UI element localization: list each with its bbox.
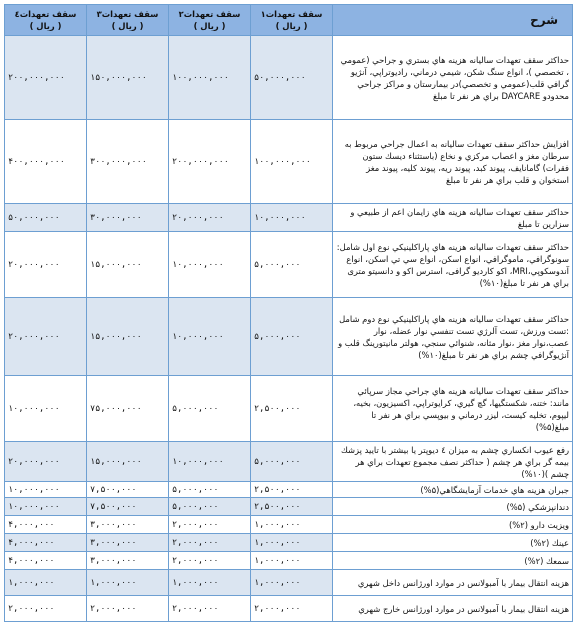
cap2-value: ۲۰,۰۰۰,۰۰۰	[169, 204, 251, 232]
header-description: شرح	[333, 5, 573, 36]
header-cap4-unit: ( ريال )	[29, 21, 62, 31]
header-cap1-unit: ( ريال )	[275, 21, 308, 31]
cap2-value: ۵,۰۰۰,۰۰۰	[169, 376, 251, 442]
cap3-value: ۷,۵۰۰,۰۰۰	[87, 482, 169, 498]
cap1-value: ۲,۵۰۰,۰۰۰	[251, 498, 333, 516]
row-description: جبران هزينه هاي خدمات آزمايشگاهي(۵%)	[333, 482, 573, 498]
cap4-value: ۴,۰۰۰,۰۰۰	[5, 516, 87, 534]
row-description: حداكثر سقف تعهدات ساليانه هزينه هاي جراحي مجاز سرپائي مانند: ختنه، شكستگيها، گچ گيري، كرايوتراپي، اكسيزيون، بخيه، ليپوم، تخليه كيست، ليزر درماني و بيوپسي براي هر نفر تا مبلغ(۵%)	[333, 376, 573, 442]
cap3-value: ۳,۰۰۰,۰۰۰	[87, 534, 169, 552]
cap1-value: ۱۰۰,۰۰۰,۰۰۰	[251, 120, 333, 204]
row-description: سمعك (۲%)	[333, 552, 573, 570]
cap4-value: ۲,۰۰۰,۰۰۰	[5, 596, 87, 622]
table-row	[5, 570, 573, 596]
cap4-value: ۴,۰۰۰,۰۰۰	[5, 552, 87, 570]
cap4-value: ۱۰,۰۰۰,۰۰۰	[5, 498, 87, 516]
header-cap2-unit: ( ريال )	[193, 21, 226, 31]
table-row	[5, 36, 573, 120]
cap1-value: ۵,۰۰۰,۰۰۰	[251, 442, 333, 482]
row-description: حداكثر سقف تعهدات ساليانه هزينه هاي پاراكلينيكي نوع دوم شامل :تست ورزش، تست آلرژي تست تنفسي نوار عضله، نوار عصب،نوار مغز ،نوار مثانه، شنوائي سنجي، هولتر مانيتورينگ قلب و آنژيوگرافي چشم براي هر نفر تا مبلغ(۱۰%)	[333, 298, 573, 376]
header-cap4	[5, 5, 87, 36]
cap4-value: ۲۰۰,۰۰۰,۰۰۰	[5, 36, 87, 120]
table-row	[5, 232, 573, 298]
table-row	[5, 120, 573, 204]
header-cap1-label: سقف تعهدات۱	[260, 9, 323, 19]
cap2-value: ۲,۰۰۰,۰۰۰	[169, 596, 251, 622]
table-header-row	[5, 5, 573, 36]
cap2-value: ۱۰۰,۰۰۰,۰۰۰	[169, 36, 251, 120]
row-description: رفع عيوب انكساري چشم به ميزان ٤ ديوپتر يا بيشتر با تاييد پزشك بيمه گر براي هر چشم ( حداكثر نصف مجموع تعهدات براي هر چشم )(۱۰%)	[333, 442, 573, 482]
header-cap3	[87, 5, 169, 36]
cap3-value: ۱۵,۰۰۰,۰۰۰	[87, 442, 169, 482]
cap2-value: ۲,۰۰۰,۰۰۰	[169, 516, 251, 534]
row-description: دندانپزشكي (۵%)	[333, 498, 573, 516]
cap4-value: ۲۰,۰۰۰,۰۰۰	[5, 442, 87, 482]
coverage-table	[4, 4, 573, 622]
cap3-value: ۲,۰۰۰,۰۰۰	[87, 596, 169, 622]
cap2-value: ۱۰,۰۰۰,۰۰۰	[169, 298, 251, 376]
cap3-value: ۳,۰۰۰,۰۰۰	[87, 552, 169, 570]
cap1-value: ۵,۰۰۰,۰۰۰	[251, 232, 333, 298]
header-cap1	[251, 5, 333, 36]
table-row	[5, 298, 573, 376]
cap3-value: ۱۵,۰۰۰,۰۰۰	[87, 232, 169, 298]
cap1-value: ۲,۵۰۰,۰۰۰	[251, 482, 333, 498]
table-row	[5, 516, 573, 534]
header-cap2-label: سقف تعهدات۲	[178, 9, 241, 19]
table-row	[5, 534, 573, 552]
table-row	[5, 596, 573, 622]
cap2-value: ۱۰,۰۰۰,۰۰۰	[169, 442, 251, 482]
cap3-value: ۱,۰۰۰,۰۰۰	[87, 570, 169, 596]
row-description: عينك (۲%)	[333, 534, 573, 552]
row-description: ويزيت دارو (۲%)	[333, 516, 573, 534]
cap2-value: ۱۰,۰۰۰,۰۰۰	[169, 232, 251, 298]
table-row	[5, 552, 573, 570]
row-description: حداكثر سقف تعهدات ساليانه هزينه هاي زايمان اعم از طبيعي و سزارين تا مبلغ	[333, 204, 573, 232]
cap2-value: ۱,۰۰۰,۰۰۰	[169, 570, 251, 596]
cap3-value: ۷۵,۰۰۰,۰۰۰	[87, 376, 169, 442]
cap2-value: ۵,۰۰۰,۰۰۰	[169, 482, 251, 498]
cap1-value: ۲,۰۰۰,۰۰۰	[251, 596, 333, 622]
cap1-value: ۱,۰۰۰,۰۰۰	[251, 516, 333, 534]
cap4-value: ۲۰,۰۰۰,۰۰۰	[5, 298, 87, 376]
table-row	[5, 376, 573, 442]
row-description: هزينه انتقال بيمار با آمبولانس در موارد اورژانس خارج شهري	[333, 596, 573, 622]
cap2-value: ۲۰۰,۰۰۰,۰۰۰	[169, 120, 251, 204]
cap3-value: ۷,۵۰۰,۰۰۰	[87, 498, 169, 516]
row-description: افزايش حداكثر سقف تعهدات ساليانه به اعمال جراحي مربوط به سرطان مغز و اعصاب مركزي و نخاع (باستثناء ديسك ستون فقرات) گامانايف، پيوند كبد، پيوند ريه، پيوند كليه، پيوند مغز استخوان و قلب براي هر نفر تا مبلغ	[333, 120, 573, 204]
row-description: حداكثر سقف تعهدات ساليانه هزينه هاي بستري و جراحي (عمومي ، تخصصي )، انواع سنگ شكن، شيمي درماني، راديوتراپي، آنژيو گرافي قلب(عمومي و تخصصي)در بيمارستان و مراكز جراحي محدودو DAYCARE براي هر نفر تا مبلغ	[333, 36, 573, 120]
cap4-value: ۱,۰۰۰,۰۰۰	[5, 570, 87, 596]
cap1-value: ۵۰,۰۰۰,۰۰۰	[251, 36, 333, 120]
header-cap3-unit: ( ريال )	[111, 21, 144, 31]
cap1-value: ۲,۵۰۰,۰۰۰	[251, 376, 333, 442]
cap2-value: ۲,۰۰۰,۰۰۰	[169, 552, 251, 570]
cap2-value: ۲,۰۰۰,۰۰۰	[169, 534, 251, 552]
cap1-value: ۱,۰۰۰,۰۰۰	[251, 534, 333, 552]
cap3-value: ۳۰۰,۰۰۰,۰۰۰	[87, 120, 169, 204]
table-row	[5, 442, 573, 482]
header-cap3-label: سقف تعهدات۳	[96, 9, 159, 19]
cap3-value: ۱۵,۰۰۰,۰۰۰	[87, 298, 169, 376]
header-cap2	[169, 5, 251, 36]
table-row	[5, 498, 573, 516]
cap1-value: ۱۰,۰۰۰,۰۰۰	[251, 204, 333, 232]
row-description: هزينه انتقال بيمار با آمبولانس در موارد اورژانس داخل شهري	[333, 570, 573, 596]
table-row	[5, 204, 573, 232]
cap4-value: ۴۰۰,۰۰۰,۰۰۰	[5, 120, 87, 204]
table-row	[5, 482, 573, 498]
header-cap4-label: سقف تعهدات٤	[14, 9, 77, 19]
cap1-value: ۱,۰۰۰,۰۰۰	[251, 552, 333, 570]
row-description: حداكثر سقف تعهدات ساليانه هزينه هاي پاراكلينيكي نوع اول شامل: سونوگرافي، ماموگرافي، انواع اسكن، انواع سي تي اسكن، انواع آندوسكوپي،MRI، اكو كاردیو گرافی، استرس اکو و دانسیتو متری براي هر نفر تا مبلغ(۱۰%)	[333, 232, 573, 298]
cap1-value: ۱,۰۰۰,۰۰۰	[251, 570, 333, 596]
cap4-value: ۱۰,۰۰۰,۰۰۰	[5, 482, 87, 498]
cap4-value: ۵۰,۰۰۰,۰۰۰	[5, 204, 87, 232]
coverage-table-container	[4, 4, 572, 622]
cap4-value: ۲۰,۰۰۰,۰۰۰	[5, 232, 87, 298]
cap3-value: ۱۵۰,۰۰۰,۰۰۰	[87, 36, 169, 120]
cap4-value: ۱۰,۰۰۰,۰۰۰	[5, 376, 87, 442]
cap3-value: ۳۰,۰۰۰,۰۰۰	[87, 204, 169, 232]
cap4-value: ۴,۰۰۰,۰۰۰	[5, 534, 87, 552]
cap1-value: ۵,۰۰۰,۰۰۰	[251, 298, 333, 376]
cap2-value: ۵,۰۰۰,۰۰۰	[169, 498, 251, 516]
cap3-value: ۳,۰۰۰,۰۰۰	[87, 516, 169, 534]
